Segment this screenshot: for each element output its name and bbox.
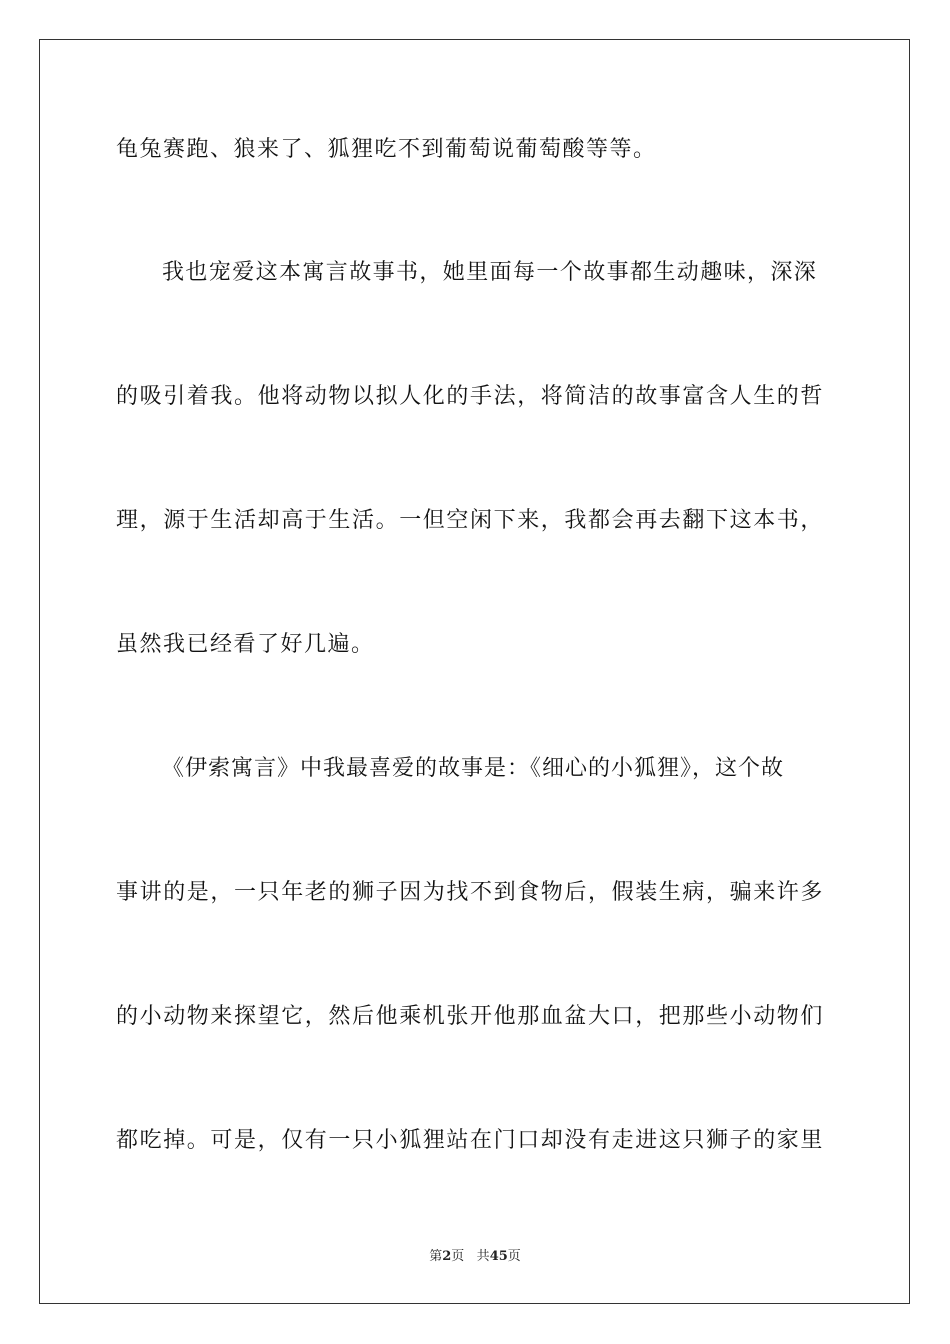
- text-line-9: 都吃掉。可是，仅有一只小狐狸站在门口却没有走进这只狮子的家里: [116, 1128, 825, 1153]
- text-line-3: 的吸引着我。他将动物以拟人化的手法，将简洁的故事富含人生的哲: [116, 384, 825, 409]
- text-line-1: 龟兔赛跑、狼来了、狐狸吃不到葡萄说葡萄酸等等。: [116, 137, 657, 162]
- text-line-7: 事讲的是，一只年老的狮子因为找不到食物后，假装生病，骗来许多: [116, 880, 825, 905]
- text-line-4: 理，源于生活却高于生活。一但空闲下来，我都会再去翻下这本书，: [116, 508, 825, 533]
- page-footer: [0, 1248, 950, 1266]
- text-line-8: 的小动物来探望它，然后他乘机张开他那血盆大口，把那些小动物们: [116, 1004, 825, 1029]
- footer-page-suffix: 页: [451, 1249, 465, 1264]
- footer-total-suffix: 页: [507, 1249, 521, 1264]
- page-border: [39, 39, 910, 1304]
- footer-page-prefix: 第: [429, 1249, 443, 1264]
- text-line-5: 虽然我已经看了好几遍。: [116, 632, 375, 657]
- text-line-2: 我也宠爱这本寓言故事书，她里面每一个故事都生动趣味，深深: [162, 260, 818, 285]
- footer-page-number: 2: [442, 1249, 452, 1264]
- footer-total-pages: 45: [489, 1249, 508, 1264]
- text-line-6: 《伊索寓言》中我最喜爱的故事是：《细心的小狐狸》，这个故: [162, 756, 785, 781]
- footer-total-prefix: 共: [476, 1249, 490, 1264]
